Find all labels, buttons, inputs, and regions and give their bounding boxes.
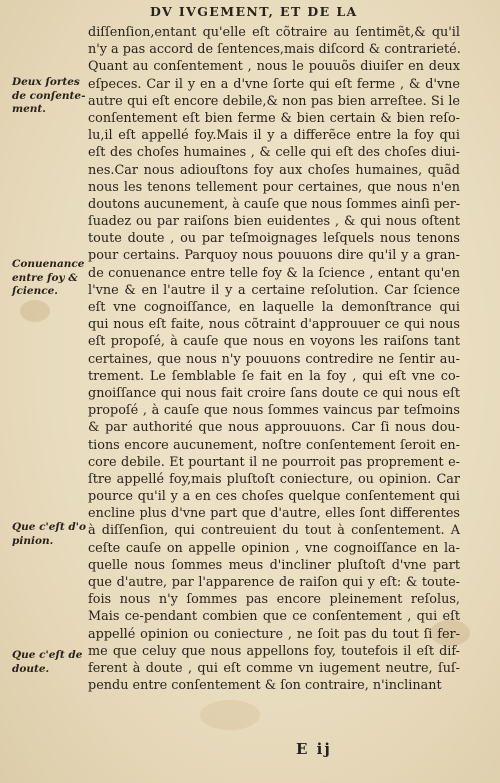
text-line: appellé opinion ou coniecture , ne ſoit pas du tout ſi fer- (88, 626, 460, 642)
text-line: à diſſenſion, qui contreuient du tout à conſentement. A (88, 523, 460, 539)
text-line: eſt vne cognoiſſance, en laquelle la demonſtrance qui (88, 300, 460, 315)
text-line: conſentement eſt bien ferme & bien certain & bien reſo- (88, 110, 460, 126)
running-header: DV IVGEMENT, ET DE LA (150, 4, 358, 19)
text-line: nes.Car nous adiouſtons foy aux choſes humaines, quãd (88, 162, 460, 178)
margin-note-line: entre foy & (12, 271, 78, 284)
text-line: eſpeces. Car il y en a d'vne ſorte qui eſt ferme , & d'vne (88, 76, 460, 92)
main-text-block (88, 24, 460, 694)
text-line: ſtre appellé foy,mais pluſtoſt coniecture, ou opinion. Car (88, 471, 460, 487)
text-line: eſt des choſes humaines , & celle qui eſt des choſes diui- (88, 145, 460, 161)
text-line: ſuadez ou par raiſons bien euidentes , & qui nous oſtent (88, 214, 460, 230)
text-line: pource qu'il y a en ces choſes quelque conſentement qui (88, 489, 460, 505)
signature-mark: E ij (296, 740, 332, 758)
margin-note-doute (12, 649, 84, 676)
margin-note-line: de conſente- (12, 89, 86, 102)
text-line: quelle nous ſommes meus d'incliner pluſtoſt d'vne part (88, 557, 460, 573)
margin-note-line: Conuenance (12, 258, 85, 270)
margin-note-line: ment. (12, 103, 46, 115)
text-line: gnoiſſance qui nous fait croire ſans doute ce qui nous eſt (88, 385, 460, 401)
text-line: & par authorité que nous approuuons. Car ſi nous dou- (88, 420, 460, 436)
margin-note-line: Que c'eſt de (12, 649, 83, 661)
text-line: qui nous eſt faite, nous cõtraint d'approuuer ce qui nous (88, 317, 460, 333)
margin-note-line: ſcience. (12, 285, 58, 297)
text-line: que d'autre, par l'apparence de raiſon qui y eſt: & toute- (88, 575, 460, 590)
margin-note-opinion (12, 521, 84, 548)
text-line: ferent à doute , qui eſt comme vn iugement neutre, ſuſ- (88, 660, 460, 676)
margin-note-line: Que c'eſt d'o (12, 521, 86, 533)
margin-note-conuenance (12, 258, 84, 299)
text-line: eſt propoſé, à cauſe que nous en voyons les raiſons tant (88, 334, 460, 350)
margin-note-line: doute. (12, 662, 50, 675)
text-line: nous les tenons tellement pour certaines, que nous n'en (88, 179, 460, 195)
text-line: de conuenance entre telle foy & la ſcience , entant qu'en (88, 265, 460, 281)
text-line: pour certains. Parquoy nous pouuons dire qu'il y a gran- (88, 248, 460, 264)
text-line: lu,il eſt appellé foy.Mais il y a differẽce entre la foy qui (88, 128, 460, 144)
text-line: n'y a pas accord de ſentences,mais diſcord & contrarieté. (88, 42, 461, 58)
text-line: Quant au conſentement , nous le pouuõs diuiſer en deux (88, 59, 460, 75)
text-line: certaines, que nous n'y pouuons contredire ne ſentir au- (88, 351, 460, 367)
margin-note-line: pinion. (12, 534, 54, 547)
text-line: diſſenſion,entant qu'elle eſt cõtraire au ſentimẽt,& qu'il (88, 25, 460, 40)
text-line: toute doute , ou par teſmoignages leſquels nous tenons (88, 231, 460, 247)
text-line: core debile. Et pourtant il ne pourroit pas proprement e- (88, 454, 460, 470)
margin-note-line: Deux ſortes (12, 76, 80, 88)
text-line: doutons aucunement, à cauſe que nous ſommes ainſi per- (88, 196, 461, 212)
text-line: ceſte cauſe on appelle opinion , vne cognoiſſance en la- (88, 540, 460, 556)
text-line: me que celuy que nous appellons foy, toutefois il eſt dif- (88, 643, 460, 659)
text-line: autre qui eſt encore debile,& non pas bien arreſtee. Si le (88, 93, 460, 109)
paper-stain (20, 300, 50, 322)
text-line: fois nous n'y ſommes pas encore pleinement reſolus, (88, 592, 460, 608)
margin-note-deux-sortes (12, 76, 84, 117)
paper-stain (200, 700, 260, 730)
text-line: encline plus d'vne part que d'autre, elles ſont differentes (88, 506, 460, 522)
text-line: pendu entre conſentement & ſon contraire, n'inclinant (88, 678, 442, 694)
text-line: l'vne & en l'autre il y a certaine reſolution. Car ſcience (88, 282, 460, 298)
text-line: tions encore aucunement, noſtre conſentement ſeroit en- (88, 437, 460, 453)
text-line: propoſé , à cauſe que nous ſommes vaincus par teſmoins (88, 403, 460, 419)
text-line: trement. Le ſemblable ſe fait en la foy , qui eſt vne co- (88, 368, 460, 384)
text-line: Mais ce-pendant combien que ce conſentement , qui eſt (88, 609, 460, 625)
